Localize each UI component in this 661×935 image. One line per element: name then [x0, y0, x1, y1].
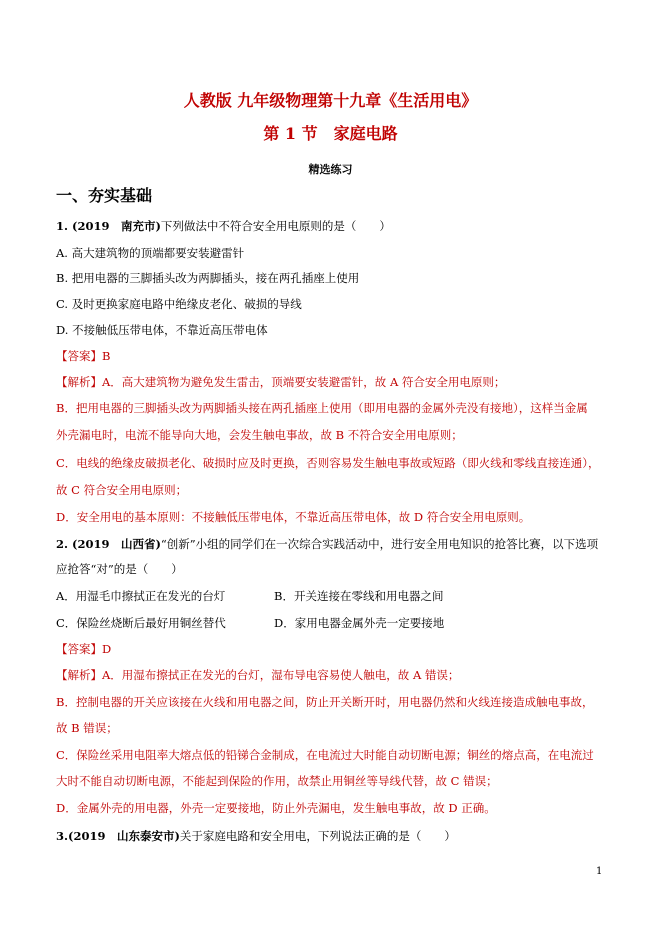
- question-2-option-a: A．用湿毛巾擦拭正在发光的台灯: [56, 589, 226, 603]
- question-2-analysis-line: 【解析】A．用湿布擦拭正在发光的台灯，湿布导电容易使人触电，故 A 错误；: [56, 668, 460, 682]
- question-2-analysis-line: C．保险丝采用电阻率大熔点低的铅锑合金制成，在电流过大时能自动切断电源；铜丝的熔点高，在电流过: [56, 748, 594, 762]
- question-2-option-b: B．开关连接在零线和用电器之间: [274, 589, 444, 603]
- question-1-analysis-line: 外壳漏电时，电流不能导向大地，会发生触电事故，故 B 不符合安全用电原则；: [56, 428, 463, 442]
- question-2-option-c: C．保险丝烧断后最好用铜丝替代: [56, 616, 226, 630]
- section-heading: 一、夯实基础: [56, 186, 153, 205]
- question-2-source: 2. (2019 山西省): [56, 537, 161, 551]
- question-1-option-b: B. 把用电器的三脚插头改为两脚插头，接在两孔插座上使用: [56, 271, 360, 285]
- question-1-analysis-line: D．安全用电的基本原则：不接触低压带电体，不靠近高压带电体，故 D 符合安全用电原则。: [56, 510, 531, 524]
- question-2-analysis-line: 故 B 错误；: [56, 721, 118, 735]
- question-2-analysis-line: 大时不能自动切断电源，不能起到保险的作用，故禁止用铜丝等导线代替，故 C 错误；: [56, 774, 498, 788]
- question-1-source: 1. (2019 南充市): [56, 219, 161, 233]
- question-3-source: 3.(2019 山东泰安市): [56, 829, 180, 843]
- question-1-option-a: A. 高大建筑物的顶端都要安装避雷针: [56, 246, 245, 260]
- question-1-stem: [56, 218, 391, 234]
- question-1-answer: 【答案】B: [56, 349, 111, 363]
- question-1-text: 下列做法中不符合安全用电原则的是（ ）: [160, 219, 391, 233]
- question-2-stem-continued: 应抢答“对”的是（ ）: [56, 562, 183, 576]
- question-2-answer: 【答案】D: [56, 642, 112, 656]
- question-3-text: 关于家庭电路和安全用电，下列说法正确的是（ ）: [179, 829, 456, 843]
- question-1-option-d: D. 不接触低压带电体，不靠近高压带电体: [56, 323, 268, 337]
- question-2-analysis-line: D．金属外壳的用电器，外壳一定要接地，防止外壳漏电，发生触电事故，故 D 正确。: [56, 801, 496, 815]
- section-subtitle: 第 1 节 家庭电路: [263, 124, 398, 143]
- question-3-stem: [56, 828, 456, 844]
- exercise-label: 精选练习: [308, 163, 353, 176]
- question-1-analysis-line: B．把用电器的三脚插头改为两脚插头接在两孔插座上使用（即用电器的金属外壳没有接地），这样当金属: [56, 401, 588, 415]
- document-title: 人教版 九年级物理第十九章《生活用电》: [183, 91, 478, 110]
- question-2-text: “创新”小组的同学们在一次综合实践活动中，进行安全用电知识的抢答比赛，以下选项: [160, 537, 599, 551]
- question-2-option-d: D．家用电器金属外壳一定要接地: [274, 616, 445, 630]
- question-1-analysis-line: 故 C 符合安全用电原则；: [56, 483, 188, 497]
- question-1-analysis-line: 【解析】A．高大建筑物为避免发生雷击，顶端要安装避雷针，故 A 符合安全用电原则；: [56, 375, 506, 389]
- question-1-analysis-line: C．电线的绝缘皮破损老化、破损时应及时更换，否则容易发生触电事故或短路（即火线和零线直接连通），: [56, 456, 600, 470]
- question-2-analysis-line: B．控制电器的开关应该接在火线和用电器之间，防止开关断开时，用电器仍然和火线连接造成触电事故，: [56, 695, 594, 709]
- page-number: 1: [596, 866, 603, 877]
- question-2-stem: [56, 536, 598, 552]
- question-1-option-c: C. 及时更换家庭电路中绝缘皮老化、破损的导线: [56, 297, 302, 311]
